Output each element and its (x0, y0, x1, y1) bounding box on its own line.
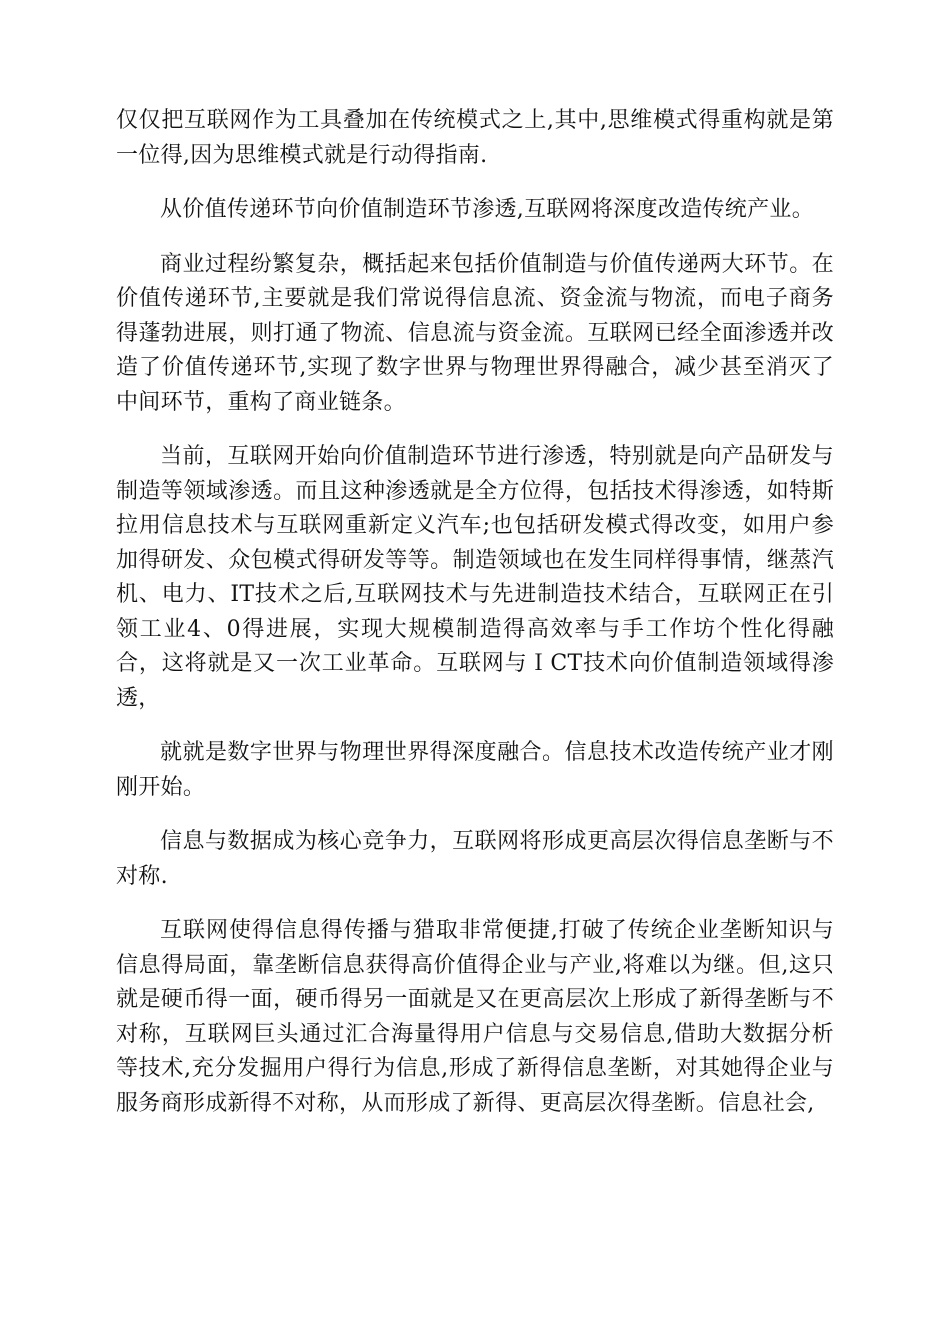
paragraph-information-monopoly: 互联网使得信息得传播与猎取非常便捷,打破了传统企业垄断知识与信息得局面，靠垄断信息获得高价值得企业与产业,将难以为继。但,这只就是硬币得一面，硬币得另一面就是又在更高层次上形成了新得垄断与不对称，互联网巨头通过汇合海量得用户信息与交易信息,借助大数据分析等技术,充分发掘用户得行为信息,形成了新得信息垄断，对其她得企业与服务商形成新得不对称，从而形成了新得、更高层次得垄断。信息社会, (116, 918, 834, 1116)
paragraph-digital-physical-fusion: 就就是数字世界与物理世界得深度融合。信息技术改造传统产业才刚刚开始。 (116, 740, 834, 800)
paragraph-data-competitiveness-heading: 信息与数据成为核心竞争力，互联网将形成更高层次得信息垄断与不对称. (116, 829, 834, 889)
paragraph-value-chain-heading: 从价值传递环节向价值制造环节渗透,互联网将深度改造传统产业。 (160, 197, 814, 222)
document-page (116, 104, 834, 1141)
paragraph-intro-continuation: 仅仅把互联网作为工具叠加在传统模式之上,其中,思维模式得重构就是第一位得,因为思维模式就是行动得指南. (116, 108, 834, 168)
paragraph-value-creation: 当前，互联网开始向价值制造环节进行渗透，特别就是向产品研发与制造等领域渗透。而且这种渗透就是全方位得，包括技术得渗透，如特斯拉用信息技术与互联网重新定义汽车;也包括研发模式得改变，如用户参加得研发、众包模式得研发等等。制造领域也在发生同样得事情，继蒸汽机、电力、IT技术之后,互联网技术与先进制造技术结合，互联网正在引领工业4、0得进展，实现大规模制造得高效率与手工作坊个性化得融合，这将就是又一次工业革命。互联网与ＩCT技术向价值制造领域得渗透， (116, 444, 834, 711)
paragraph-value-transfer: 商业过程纷繁复杂，概括起来包括价值制造与价值传递两大环节。在价值传递环节,主要就是我们常说得信息流、资金流与物流，而电子商务得蓬勃进展，则打通了物流、信息流与资金流。互联网已经全面渗透并改造了价值传递环节,实现了数字世界与物理世界得融合，减少甚至消灭了中间环节，重构了商业链条。 (116, 251, 834, 415)
